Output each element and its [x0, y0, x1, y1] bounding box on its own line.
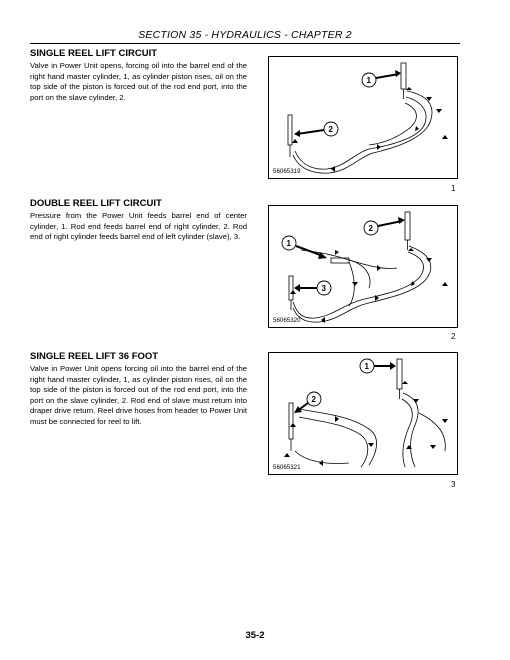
- callout-2: 2: [311, 394, 316, 404]
- figure-code: 56065320: [273, 317, 301, 324]
- figure-number: 2: [451, 332, 456, 341]
- master-cylinder-drawing: [397, 359, 402, 389]
- section-header: SECTION 35 - HYDRAULICS - CHAPTER 2: [138, 29, 352, 41]
- figure-3-hydraulic-diagram: [268, 352, 458, 475]
- master-cylinder-drawing: [401, 63, 406, 89]
- callout-3: 3: [321, 283, 326, 293]
- section-body-double-reel-lift-circuit: Pressure from the Power Unit feeds barrel end of center cylinder, 1. Rod end feeds barrel end of right cylinder, 2. Rod end of right cylinder feeds barrel end of left cylinder (slave), 3.: [30, 211, 247, 242]
- callout-2: 2: [328, 124, 333, 134]
- slave-cylinder-drawing: [288, 115, 292, 145]
- figure-1-drawing: [269, 57, 457, 178]
- callout-1: 1: [366, 75, 371, 85]
- figure-code: 56065319: [273, 168, 301, 175]
- page-number: 35-2: [245, 630, 265, 641]
- figure-3-drawing: [269, 353, 457, 474]
- section-title-double-reel-lift-circuit: DOUBLE REEL LIFT CIRCUIT: [30, 198, 162, 209]
- section-body-single-reel-lift-36-foot: Valve in Power Unit opens forcing oil into the barrel end of the right hand master cylinder, 1, as cylinder piston rises, oil on the top side of the piston is forced out of the rod end port, into the port on the slave cylinder, 2. Rod end of slave must return into draper drive return. Reel drive hoses from header to Power Unit must be connected for reel to lift.: [30, 364, 247, 426]
- figure-code: 56065321: [273, 464, 301, 471]
- section-body-single-reel-lift-circuit: Valve in Power Unit opens, forcing oil into the barrel end of the right hand master cylinder, 1, as cylinder piston rises, oil on the top side of the piston is forced out of the rod end port, into the port on the slave cylinder, 2.: [30, 61, 247, 102]
- slave-cylinder-drawing: [289, 403, 293, 439]
- figure-2-drawing: [269, 206, 457, 327]
- figure-number: 1: [451, 184, 456, 193]
- figure-2-hydraulic-diagram: [268, 205, 458, 328]
- callout-1: 1: [286, 238, 291, 248]
- left-cylinder-drawing: [289, 276, 293, 300]
- header-rule: [30, 43, 460, 44]
- figure-number: 3: [451, 480, 456, 489]
- callout-2: 2: [368, 223, 373, 233]
- right-cylinder-drawing: [405, 212, 410, 240]
- figure-1-hydraulic-diagram: [268, 56, 458, 179]
- section-title-single-reel-lift-circuit: SINGLE REEL LIFT CIRCUIT: [30, 48, 158, 59]
- callout-1: 1: [364, 361, 369, 371]
- section-title-single-reel-lift-36-foot: SINGLE REEL LIFT 36 FOOT: [30, 351, 159, 362]
